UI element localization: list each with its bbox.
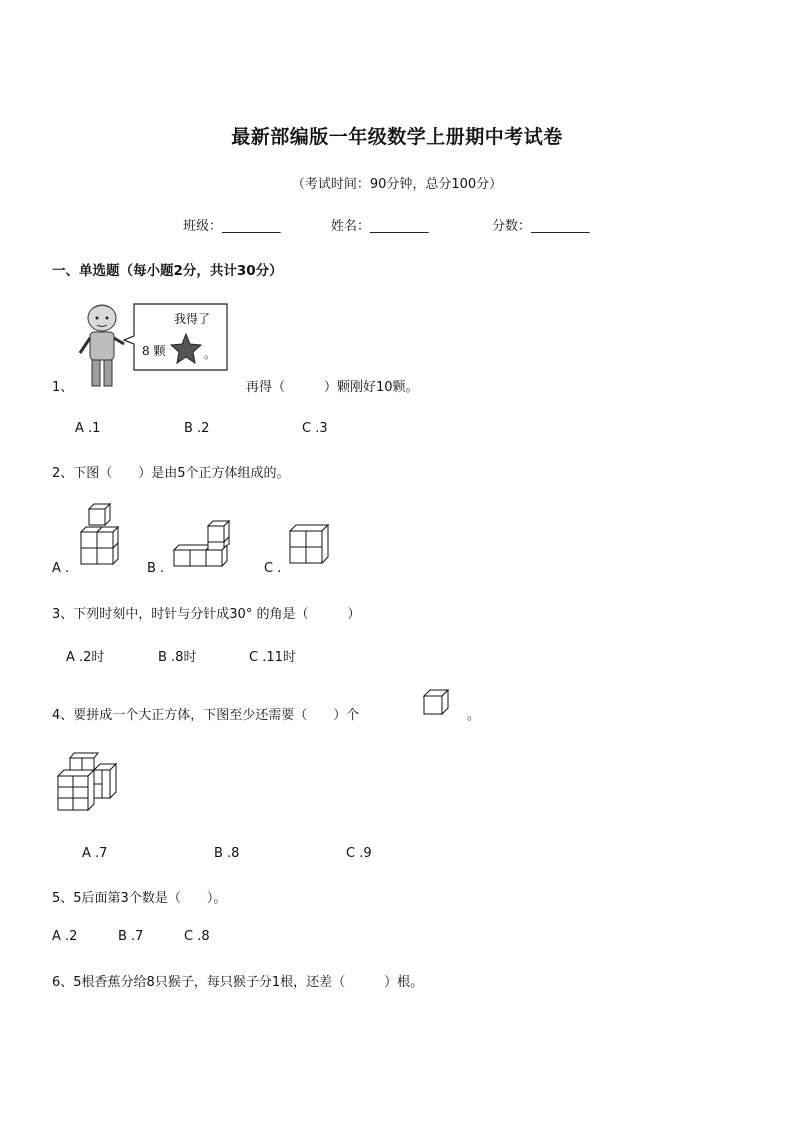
question-1-illustration	[72, 298, 232, 390]
question-1-option-c: C .3	[302, 421, 328, 436]
question-5-option-b: B .7	[118, 929, 144, 944]
bubble-text-3: 。	[204, 347, 217, 361]
question-3-option-c: C .11时	[249, 650, 296, 665]
question-2-option-a: A .	[52, 561, 70, 576]
boy-figure	[80, 305, 124, 386]
question-2-text: 2、下图（ ）是由5个正方体组成的。	[52, 466, 290, 481]
question-2-figure-c	[286, 523, 332, 569]
question-4-option-b: B .8	[214, 846, 240, 861]
question-3-text: 3、下列时刻中，时针与分针成30° 的角是（ ）	[52, 607, 361, 622]
score-field: 分数：_________	[492, 219, 590, 234]
question-5-option-a: A .2	[52, 929, 78, 944]
question-5-text: 5、5后面第3个数是（ ）。	[52, 891, 227, 906]
paper-subtitle: （考试时间：90分钟，总分100分）	[291, 177, 503, 192]
question-3-option-a: A .2时	[66, 650, 105, 665]
question-2-figure-b	[172, 522, 234, 570]
paper-title: 最新部编版一年级数学上册期中考试卷	[231, 126, 563, 148]
bubble-text-1: 我得了	[174, 312, 211, 326]
question-1-number: 1、	[52, 380, 74, 395]
question-4-suffix: 。	[467, 708, 481, 723]
question-1-text: 再得（ ）颗刚好10颗。	[246, 380, 419, 395]
class-field: 班级：_________	[183, 219, 281, 234]
question-6-text: 6、5根香蕉分给8只猴子，每只猴子分1根，还差（ ）根。	[52, 975, 424, 990]
single-cube-icon	[422, 688, 450, 716]
question-4-figure	[56, 750, 118, 812]
question-4-text: 4、要拼成一个大正方体，下图至少还需要（ ）个	[52, 708, 360, 723]
question-2-option-c: C .	[264, 561, 282, 576]
question-2-option-b: B .	[147, 561, 165, 576]
question-4-option-a: A .7	[82, 846, 108, 861]
question-4-option-c: C .9	[346, 846, 372, 861]
question-5-option-c: C .8	[184, 929, 210, 944]
section-heading: 一、单选题（每小题2分，共计30分）	[52, 263, 283, 279]
question-1-option-a: A .1	[75, 421, 101, 436]
name-field: 姓名：_________	[331, 219, 429, 234]
question-1-option-b: B .2	[184, 421, 210, 436]
question-2-figure-a	[78, 506, 126, 570]
question-3-option-b: B .8时	[158, 650, 197, 665]
speech-board	[124, 304, 227, 370]
bubble-text-2: 8 颗	[142, 344, 166, 358]
